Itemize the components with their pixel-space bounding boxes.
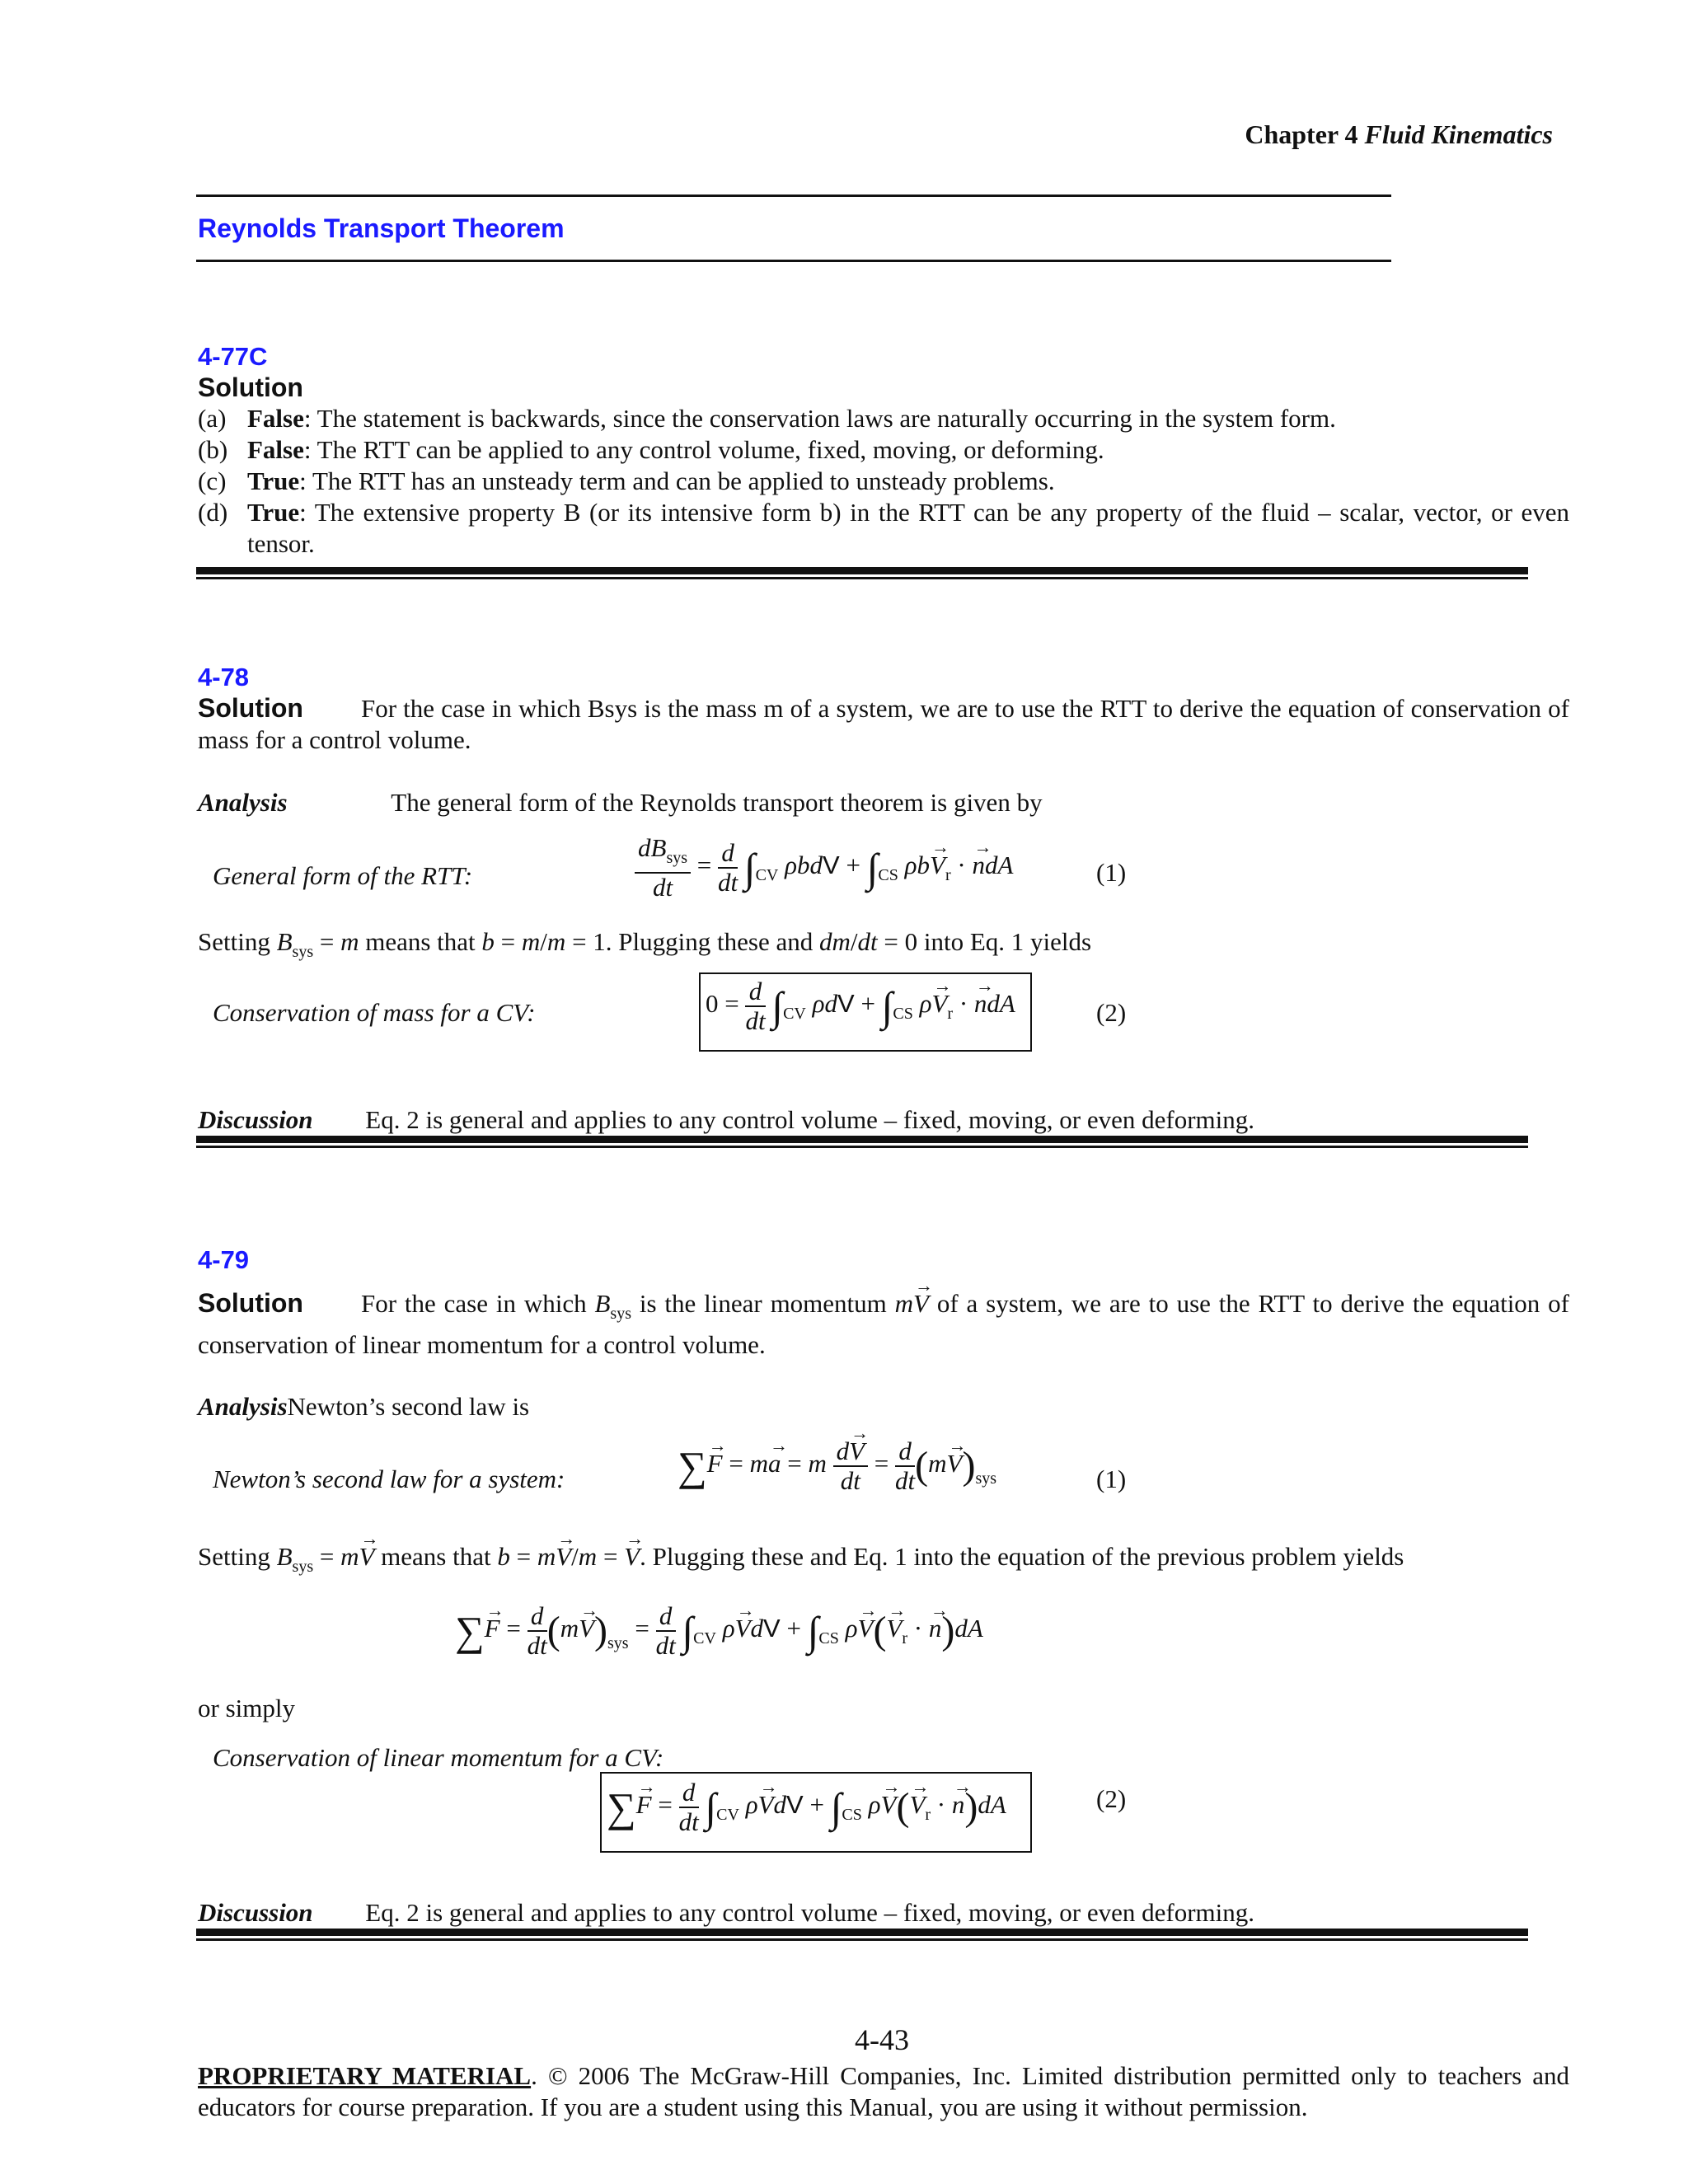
discussion-text: Eq. 2 is general and applies to any control volume – fixed, moving, or even deforming. <box>365 1105 1254 1134</box>
answer-item-b <box>198 434 1569 466</box>
chapter-header <box>1245 119 1553 150</box>
problem-number: 4-79 <box>198 1245 250 1274</box>
item-label: (b) <box>198 435 228 464</box>
item-label: (d) <box>198 498 228 527</box>
or-simply: or simply <box>198 1694 295 1722</box>
item-label: (a) <box>198 404 227 433</box>
newton-equation: ∑→ F = m→ a = m $\frac{d\to V}{dt}$ = $\frac{d}{dt}$ $(m\to V)_{sys}$ <box>678 1437 996 1495</box>
chapter-label: Chapter 4 <box>1245 120 1358 149</box>
answer-item-a <box>198 403 1569 434</box>
solution-paragraph: Solution For the case in which $B_{sys}$ is the linear momentum m→ V of a system, we are to use the RTT to derive the equation of conservation of linear momentum for a control volume. <box>198 1287 1569 1361</box>
analysis-label: Analysis <box>198 1392 288 1421</box>
answer-item-d <box>198 497 1569 560</box>
discussion-label: Discussion <box>198 1898 313 1927</box>
page-number: 4-43 <box>855 2023 909 2056</box>
section-rule-bottom <box>196 260 1391 262</box>
footer-notice <box>198 2060 1569 2123</box>
setting-line: Setting $B_{sys} = m$ means that b = m/m = 1. Plugging these and dm/dt = 0 into Eq. 1 yields <box>198 927 1092 961</box>
discussion-label: Discussion <box>198 1105 313 1134</box>
equation-label: Conservation of linear momentum for a CV: <box>213 1743 664 1772</box>
equation-number: (1) <box>1096 858 1127 887</box>
discussion-line <box>198 1104 1254 1136</box>
equation-label: Conservation of mass for a CV: <box>213 998 536 1027</box>
momentum-conservation-equation: ∑→ F = $\frac{d}{dt}$ $\int_{CV}$ ρ→ VdV + $\int_{CS}$ $\rho\to V(\to V_r$ · → n)dA <box>607 1779 1006 1836</box>
answer-list <box>198 403 1569 560</box>
problem-number: 4-78 <box>198 663 250 691</box>
setting-text: . Plugging these and Eq. 1 into the equation of the previous problem yields <box>640 1542 1404 1571</box>
solution-label: Solution <box>198 373 303 402</box>
item-label: (c) <box>198 466 227 495</box>
problem-divider <box>196 1136 1528 1148</box>
setting-line: Setting $B_{sys} = m\to V$ means that b = m→ V/m = → V. Plugging these and Eq. 1 into the equation of the previous problem yields <box>198 1541 1404 1582</box>
item-text: : The RTT can be applied to any control volume, fixed, moving, or deforming. <box>303 435 1104 464</box>
equation-label: Newton’s second law for a system: <box>213 1465 565 1493</box>
item-verdict: True <box>247 466 300 495</box>
discussion-text: Eq. 2 is general and applies to any control volume – fixed, moving, or even deforming. <box>365 1898 1254 1927</box>
answer-item-c <box>198 466 1569 497</box>
analysis-text: Newton’s second law is <box>287 1392 530 1421</box>
analysis-label: Analysis <box>198 788 288 817</box>
solution-label: Solution <box>198 693 303 723</box>
equation-label: General form of the RTT: <box>213 861 473 890</box>
item-verdict: False <box>247 435 304 464</box>
derivation-equation: ∑→ F = $\frac{d}{dt}$ $(m\to V)_{sys}$ = $\frac{d}{dt}$ $\int_{CV}$ ρ→ VdV + $\int_{CS}$ $\rho\to V(\to V_r$ · → n)dA <box>455 1602 983 1660</box>
solution-text: For the case in which Bsys is the mass m of a system, we are to use the RTT to derive the equation of conservation of mass for a control volume. <box>198 694 1569 754</box>
item-verdict: False <box>247 404 304 433</box>
discussion-line <box>198 1897 1254 1929</box>
item-verdict: True <box>247 498 300 527</box>
section-title: Reynolds Transport Theorem <box>198 213 565 243</box>
analysis-line <box>198 1391 529 1422</box>
equation-number: (1) <box>1096 1465 1127 1493</box>
item-text: : The RTT has an unsteady term and can be applied to unsteady problems. <box>299 466 1055 495</box>
analysis-line <box>198 787 1043 818</box>
solution-label: Solution <box>198 1288 303 1318</box>
problem-divider <box>196 1929 1528 1941</box>
notice-text: . © 2006 The McGraw-Hill Companies, Inc. Limited distribution permitted only to teachers and educators for course preparation. If you are a student using this Manual, you are using it without permission. <box>198 2061 1569 2121</box>
proprietary-label: PROPRIETARY MATERIAL <box>198 2061 532 2090</box>
solution-paragraph <box>198 692 1569 756</box>
equation-number: (2) <box>1096 1784 1127 1813</box>
analysis-text: The general form of the Reynolds transport theorem is given by <box>391 788 1043 817</box>
problem-number: 4-77C <box>198 342 268 371</box>
item-text: : The statement is backwards, since the conservation laws are naturally occurring in the system form. <box>303 404 1336 433</box>
problem-divider <box>196 567 1528 579</box>
mass-conservation-equation: 0 = $\frac{d}{dt}$ $\int_{CV}$ $\rho dV + \int_{CS}$ $\rho\to V_r$ · → ndA <box>706 977 1015 1035</box>
item-text: : The extensive property B (or its intensive form b) in the RTT can be any property of the fluid – scalar, vector, or even tensor. <box>247 498 1569 558</box>
equation-number: (2) <box>1096 998 1127 1027</box>
chapter-title: Fluid Kinematics <box>1364 120 1553 149</box>
section-rule-top <box>196 194 1391 197</box>
rtt-equation: $\frac{dB_{sys}}{dt}$ = $\frac{d}{dt}$ $\int_{CV}$ $\rho bdV + \int_{CS}$ $\rho b\to V_r$ · → ndA <box>635 834 1013 902</box>
